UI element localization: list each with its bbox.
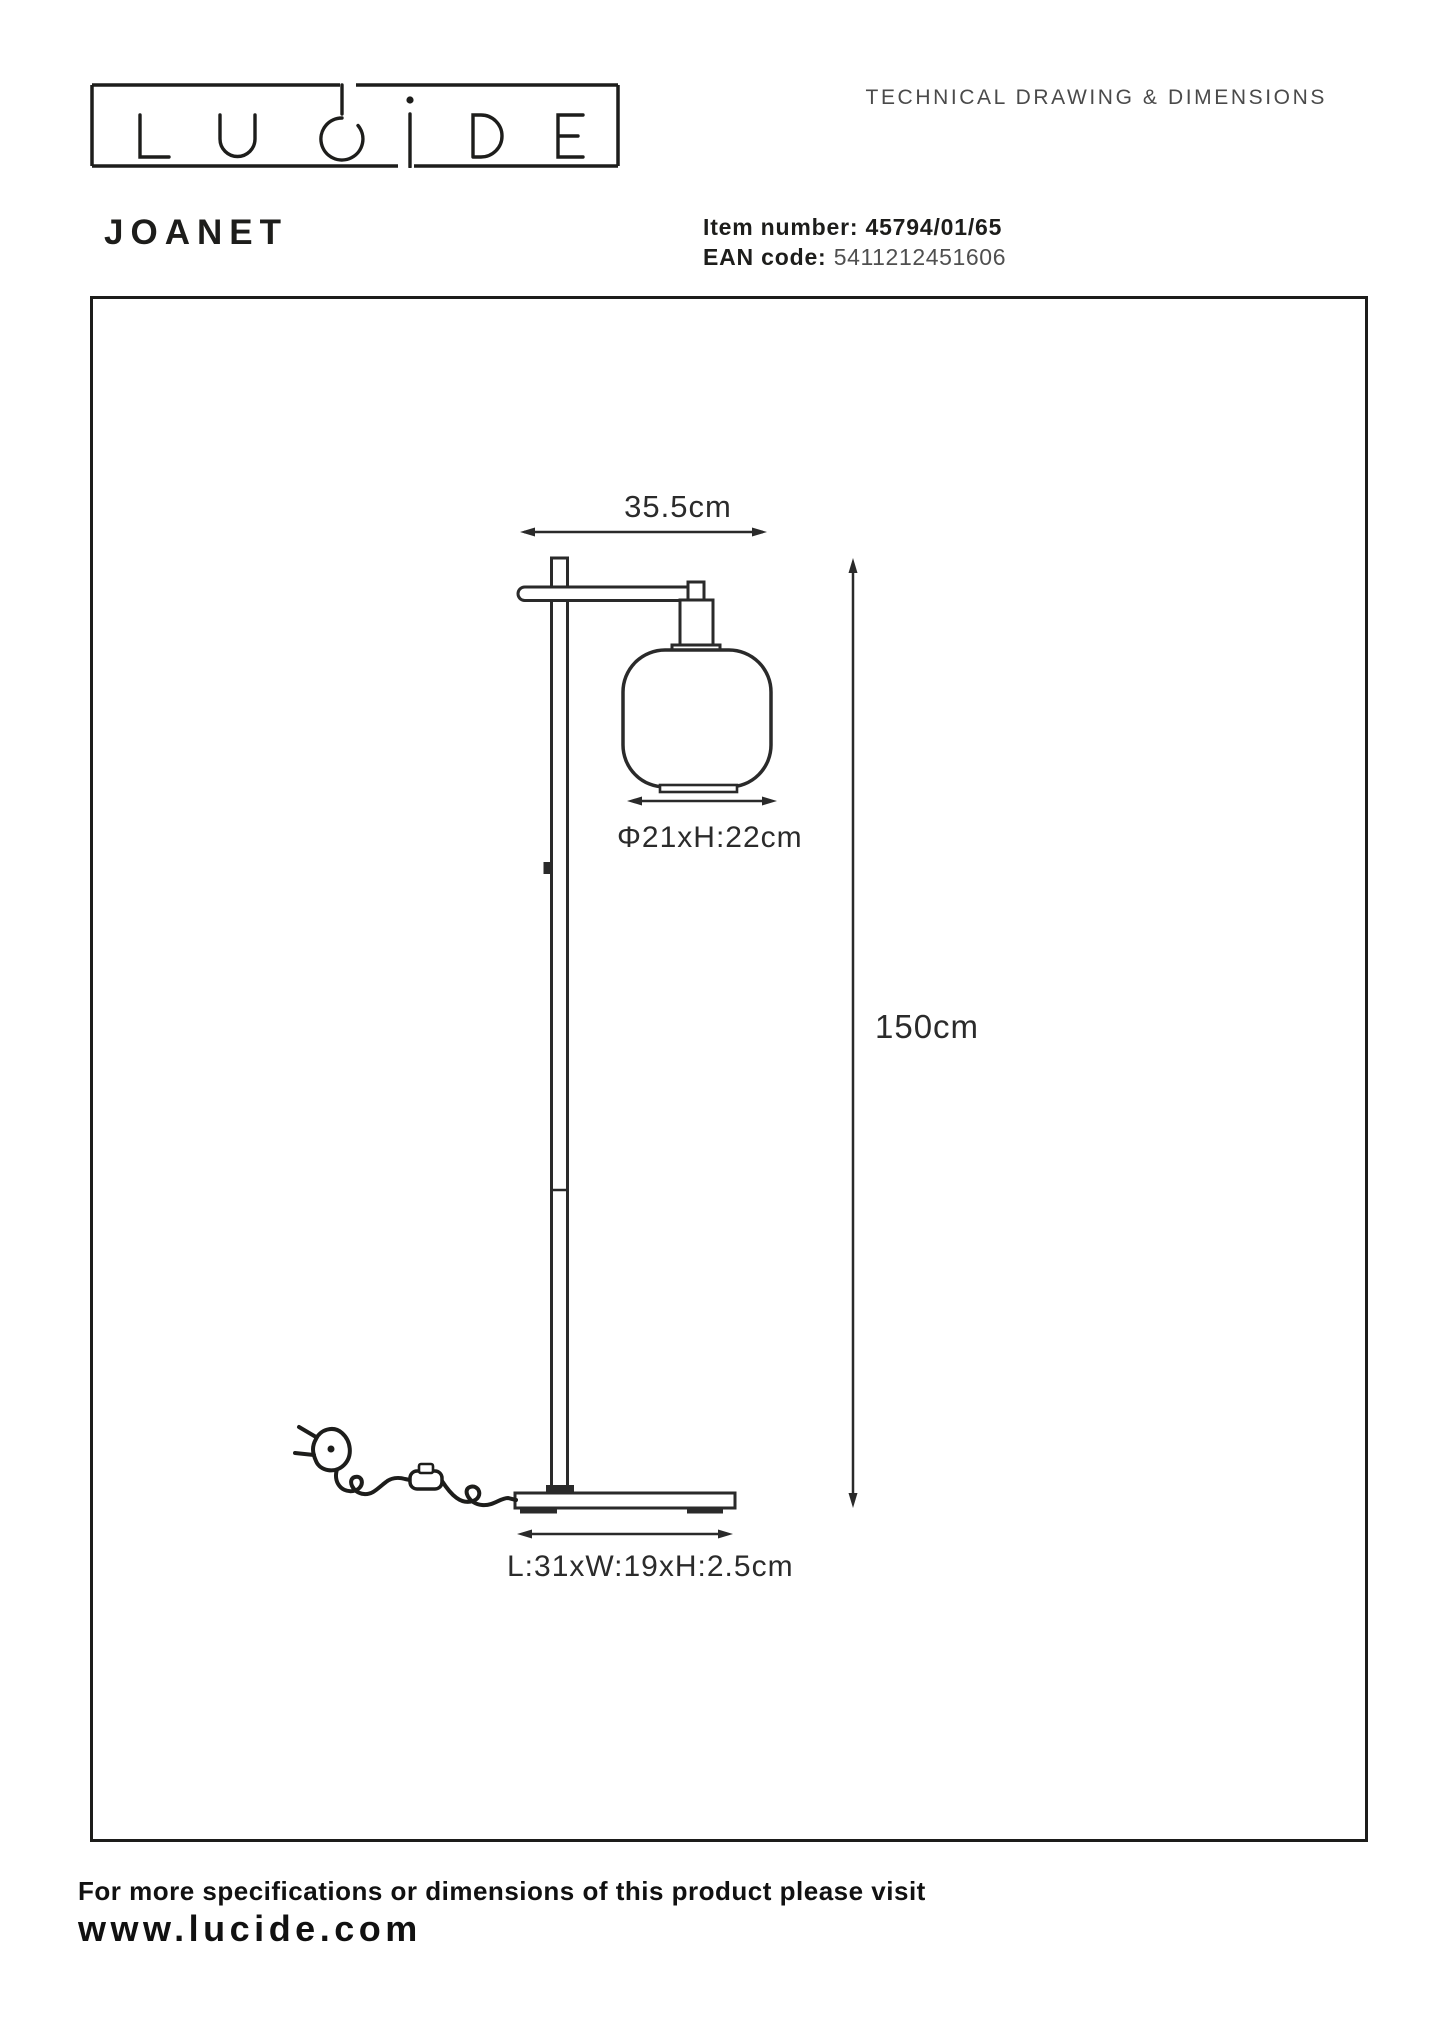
- lamp-base: [515, 1493, 735, 1508]
- logo-letter-c: [321, 118, 363, 160]
- item-number-label: Item number:: [703, 214, 859, 240]
- technical-drawing: [90, 296, 1368, 1842]
- dimension-arm-width: [520, 489, 767, 537]
- cord-switch-button: [419, 1464, 433, 1473]
- plug-screw: [328, 1446, 335, 1453]
- footer-note: For more specifications or dimensions of this product please visit: [78, 1876, 926, 1906]
- lamp-arm: [518, 587, 694, 601]
- base-foot-left: [520, 1508, 557, 1514]
- dim-arm-width-label: 35.5cm: [624, 489, 732, 524]
- dim-height-label: 150cm: [875, 1008, 980, 1045]
- plug-prong-1: [299, 1427, 316, 1437]
- plug-prong-2: [295, 1453, 314, 1455]
- dimension-height: [849, 558, 980, 1508]
- footer-website: www.lucide.com: [78, 1908, 422, 1949]
- ean-line: [703, 242, 1006, 272]
- logo-letter-e: [558, 115, 583, 157]
- ean-value: 5411212451606: [833, 244, 1007, 270]
- lamp-pole: [552, 558, 568, 1493]
- power-cord-2: [442, 1481, 516, 1505]
- product-name: JOANET: [104, 213, 288, 252]
- dimension-base: [507, 1530, 794, 1584]
- power-cord: [336, 1465, 410, 1494]
- ean-label: EAN code:: [703, 244, 827, 270]
- lamp-socket: [680, 600, 713, 645]
- item-number-value: 45794/01/65: [865, 214, 1003, 240]
- item-info: [703, 212, 1006, 272]
- dim-shade-label: Φ21xH:22cm: [617, 821, 803, 854]
- shade-bottom-cap: [660, 785, 737, 792]
- item-number-line: [703, 212, 1006, 242]
- pole-switch-nub: [544, 862, 552, 874]
- dimension-shade: [617, 797, 803, 855]
- dim-base-label: L:31xW:19xH:2.5cm: [507, 1550, 794, 1583]
- base-foot-right: [687, 1508, 723, 1514]
- page-title: TECHNICAL DRAWING & DIMENSIONS: [865, 86, 1327, 109]
- lamp-shade: [623, 650, 771, 787]
- logo-letter-u: [220, 115, 255, 157]
- logo-letter-d: [473, 115, 502, 157]
- logo-letter-l: [140, 115, 169, 157]
- arm-connector: [688, 582, 704, 600]
